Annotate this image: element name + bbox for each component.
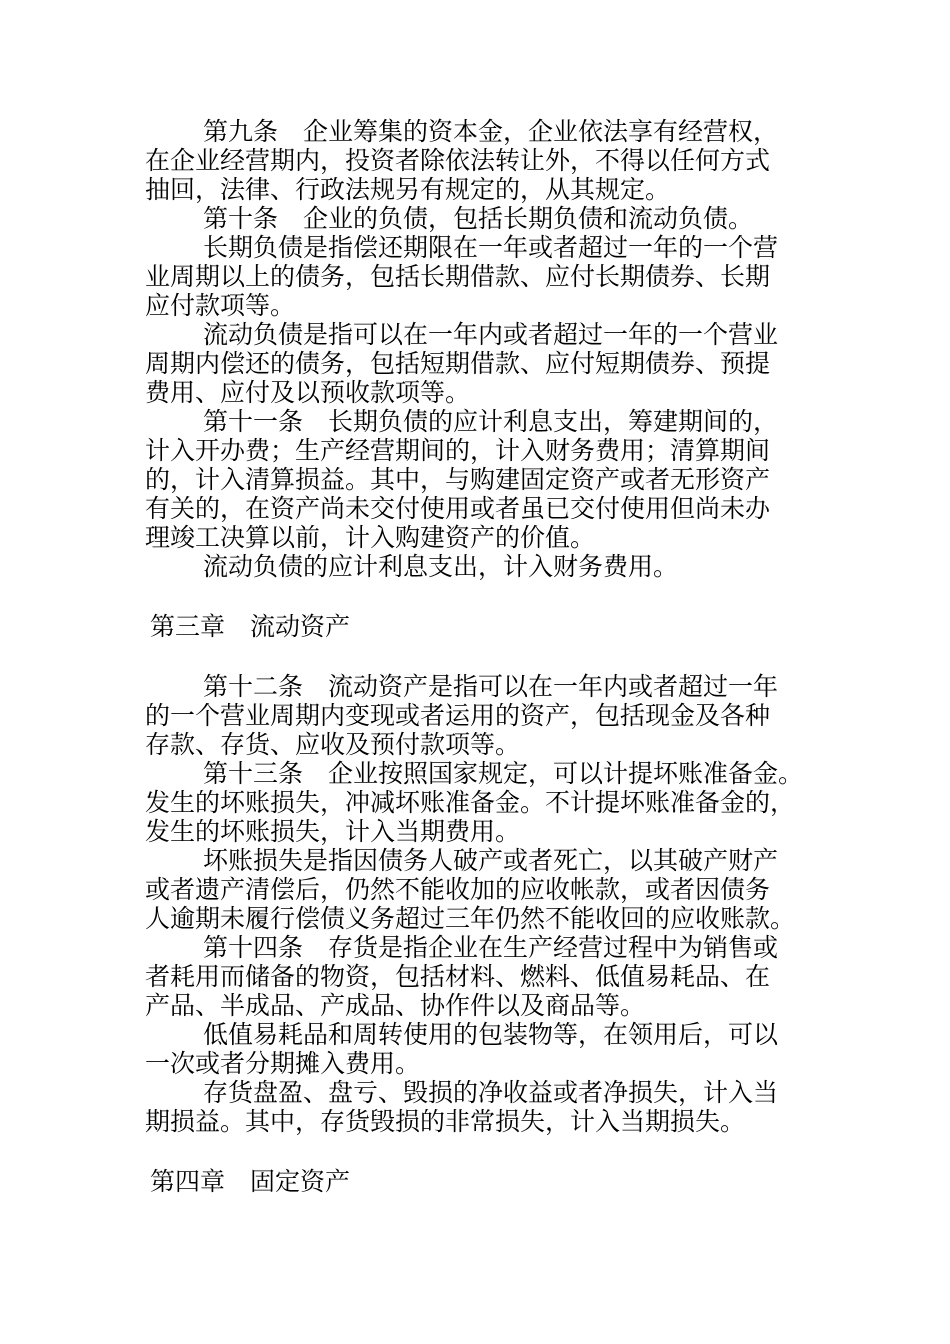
article-12-line-1: 第十二条 流动资产是指可以在一年内或者超过一年 [203, 672, 779, 701]
article-14-line-3: 产品、半成品、产成品、协作件以及商品等。 [145, 991, 646, 1020]
article-11-line-3: 的，计入清算损益。其中，与购建固定资产或者无形资产 [145, 465, 771, 494]
article-11-line-1: 第十一条 长期负债的应计利息支出，筹建期间的， [203, 407, 779, 436]
chapter-4-heading: 第四章 固定资产 [150, 1167, 351, 1196]
article-11-line-2: 计入开办费；生产经营期间的，计入财务费用；清算期间 [145, 436, 771, 465]
article-9-line-2: 在企业经营期内，投资者除依法转让外，不得以任何方式 [145, 146, 771, 175]
inventory-gain-loss-line-2: 期损益。其中，存货毁损的非常损失，计入当期损失。 [145, 1107, 746, 1136]
article-13-line-2: 发生的坏账损失，冲减坏账准备金。不计提坏账准备金的， [145, 788, 796, 817]
current-liability-line-1: 流动负债是指可以在一年内或者超过一年的一个营业 [203, 320, 779, 349]
bad-debt-line-2: 或者遗产清偿后，仍然不能收加的应收帐款，或者因债务 [145, 875, 771, 904]
article-9-line-3: 抽回，法律、行政法规另有规定的，从其规定。 [145, 175, 671, 204]
article-11-line-4: 有关的，在资产尚未交付使用或者虽已交付使用但尚未办 [145, 494, 771, 523]
long-term-liability-line-2: 业周期以上的债务，包括长期借款、应付长期债券、长期 [145, 262, 771, 291]
article-13-line-1: 第十三条 企业按照国家规定，可以计提坏账准备金。 [203, 759, 804, 788]
long-term-liability-line-1: 长期负债是指偿还期限在一年或者超过一年的一个营 [203, 233, 779, 262]
low-value-items-line-1: 低值易耗品和周转使用的包装物等，在领用后，可以 [203, 1020, 779, 1049]
current-liability-line-2: 周期内偿还的债务，包括短期借款、应付短期债券、预提 [145, 349, 771, 378]
article-14-line-1: 第十四条 存货是指企业在生产经营过程中为销售或 [203, 933, 779, 962]
article-12-line-2: 的一个营业周期内变现或者运用的资产，包括现金及各种 [145, 701, 771, 730]
chapter-3-heading: 第三章 流动资产 [150, 612, 351, 641]
article-11-line-5: 理竣工决算以前，计入购建资产的价值。 [145, 523, 596, 552]
current-liability-interest-line: 流动负债的应计利息支出，计入财务费用。 [203, 552, 679, 581]
article-9-line-1: 第九条 企业筹集的资本金，企业依法享有经营权， [203, 117, 779, 146]
long-term-liability-line-3: 应付款项等。 [145, 291, 296, 320]
bad-debt-line-3: 人逾期未履行偿债义务超过三年仍然不能收回的应收账款。 [145, 904, 796, 933]
current-liability-line-3: 费用、应付及以预收款项等。 [145, 378, 471, 407]
bad-debt-line-1: 坏账损失是指因债务人破产或者死亡，以其破产财产 [203, 846, 779, 875]
article-13-line-3: 发生的坏账损失，计入当期费用。 [145, 817, 521, 846]
article-12-line-3: 存款、存货、应收及预付款项等。 [145, 730, 521, 759]
article-10-line-1: 第十条 企业的负债，包括长期负债和流动负债。 [203, 204, 754, 233]
low-value-items-line-2: 一次或者分期摊入费用。 [145, 1049, 421, 1078]
inventory-gain-loss-line-1: 存货盘盈、盘亏、毁损的净收益或者净损失，计入当 [203, 1078, 779, 1107]
article-14-line-2: 者耗用而储备的物资，包括材料、燃料、低值易耗品、在 [145, 962, 771, 991]
